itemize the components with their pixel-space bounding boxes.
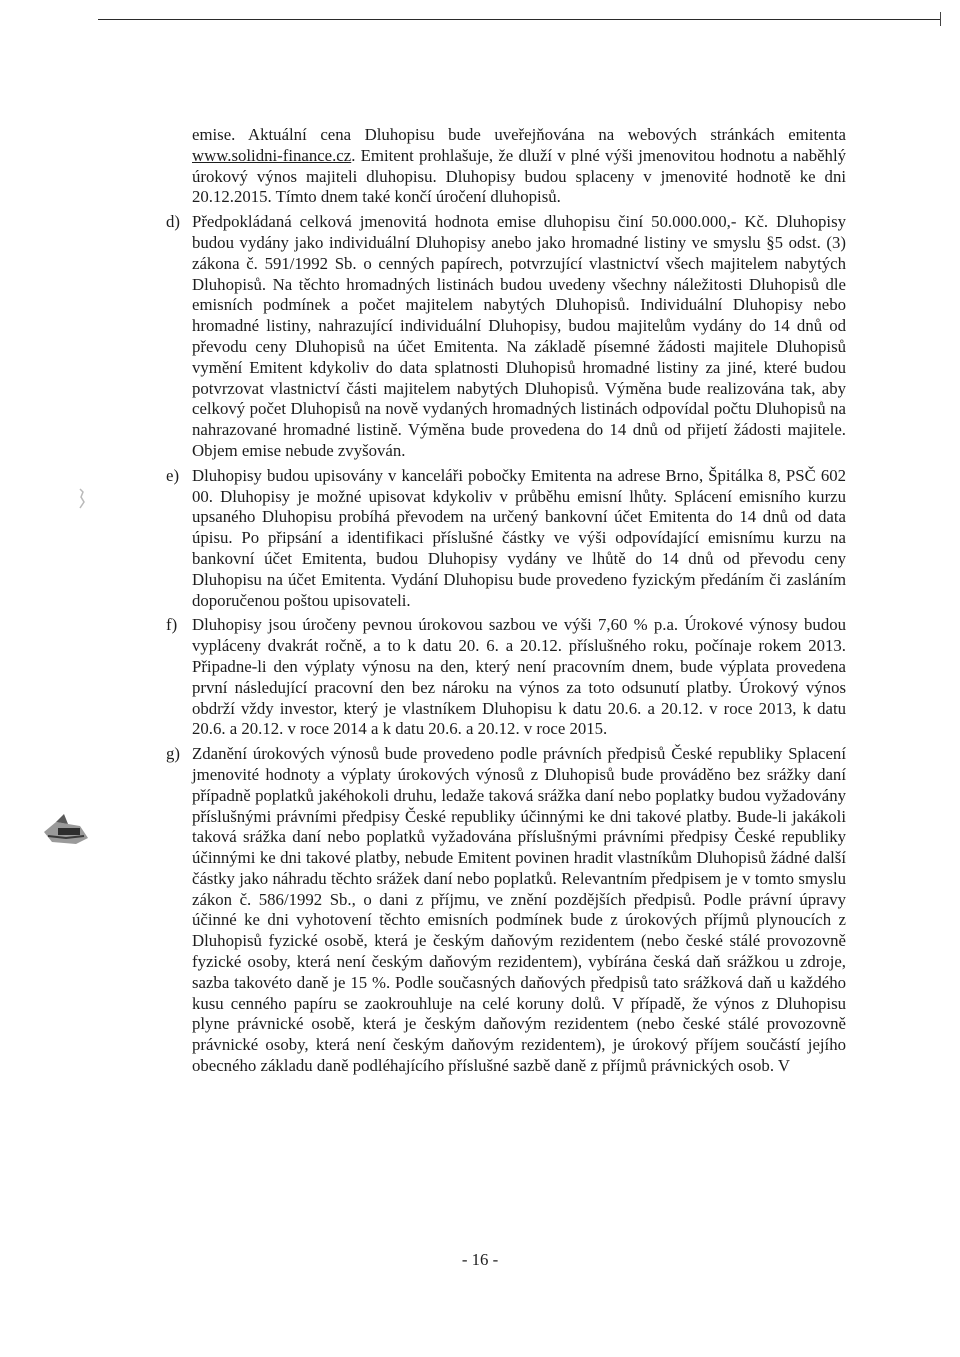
list-item-text: Dluhopisy budou upisovány v kanceláři pobočky Emitenta na adrese Brno, Špitálka 8, PSČ 602 00. Dluhopisy je možné upisovat kdykoliv v průběhu emisní lhůty. Splácení emisního kurzu upsaného Dluhopisu probíhá převodem na určený bankovní účet Emitenta do 14 dnů od data úpisu. Po připsání a identifikaci příslušné částky ve výši odpovídající emisnímu kurzu na bankovní účet Emitenta, budou Dluhopisy vydány ve lhůtě do 14 dnů od převodu ceny Dluhopisu na účet Emitenta. Vydání Dluhopisu bude provedeno fyzickým předáním či zasláním doporučenou poštou upisovateli. bbox=[192, 465, 846, 610]
list-item-text: Dluhopisy jsou úročeny pevnou úrokovou sazbou ve výši 7,60 % p.a. Úrokové výnosy budou vypláceny dvakrát ročně, a to k datu 20. 6. a 20.12. příslušného roku, počínaje rokem 2013. Připadne-li den výplaty výnosu na den, který není pracovním dnem, bude výplata provedena první následující pracovní den bez nároku na výnos za toto odsunutí platby. Úrokový výnos obdrží vždy investor, který je vlastníkem Dluhopisu k datu 20.6. a 20.12. v roce 2013, k datu 20.6. a 20.12. v roce 2014 a k datu 20.6. a 20.12. v roce 2015. bbox=[192, 615, 846, 739]
list-item-g bbox=[130, 744, 846, 1077]
punch-hole-mark bbox=[78, 488, 86, 510]
website-link[interactable]: www.solidni-finance.cz bbox=[192, 145, 352, 165]
list-marker: g) bbox=[166, 744, 180, 764]
intro-text-end: . Emitent prohlašuje, že dluží v plné výši jmenovitou hodnotu a naběhlý úrokový výnos majiteli dluhopisu. Dluhopisy budou splaceny v jmenovité hodnotě ke dni 20.12.2015. Tímto dnem také končí úročení dluhopisů. bbox=[192, 145, 846, 207]
header-rule bbox=[98, 19, 940, 20]
header-rule-tick bbox=[940, 12, 941, 26]
list-marker: d) bbox=[166, 212, 180, 232]
list-item-text: Zdanění úrokových výnosů bude provedeno podle právních předpisů České republiky Splacení jmenovité hodnoty a výplaty úrokových výnosů z Dluhopisů bude prováděno bez srážky daní případně poplatků jakéhokoli druhu, ledaže taková srážka daní nebo poplatky budou vyžadovány příslušnými právními předpisy České republiky účinnými ke dni takové platby. Bude-li jakákoli taková srážka daní nebo poplatků vyžadována příslušnými právními předpisy České republiky účinnými ke dni takové platby, nebude Emitent povinen hradit vlastníkům Dluhopisů žádné další částky jako náhradu těchto srážek daní nebo poplatků. Relevantním předpisem je v tomto smyslu zákon č. 586/1992 Sb., o dani z příjmu, ve znění pozdějších předpisů. Podle právní úpravy účinné ke dni vyhotovení těchto emisních podmínek bude z úrokových příjmů plynoucích z Dluhopisů fyzické osobě, která je českým daňovým rezidentem (nebo české stálé provozovně fyzické osoby, která není českým daňovým rezidentem), vybírána česká daň srážkou u zdroje, sazba takovéto daně je 15 %. Podle současných daňových předpisů tato srážková daň u každého kusu cenného papíru se zaokrouhluje na celé koruny dolů. V případě, že výnos z Dluhopisu plyne právnické osobě, která je českým daňovým rezidentem (nebo české stálé provozovně právnické osoby, která není českým daňovým rezidentem), je úrokový příjem součástí jejího obecného základu daně podléhajícího příslušné sazbě daně z příjmů právnických osob. V bbox=[192, 744, 846, 1076]
list-item-d bbox=[130, 212, 846, 462]
list-item-f bbox=[130, 615, 846, 740]
intro-text-start: emise. Aktuální cena Dluhopisu bude uveřejňována na webových stránkách emitenta bbox=[192, 125, 846, 144]
list-marker: f) bbox=[166, 615, 178, 635]
intro-paragraph bbox=[130, 125, 846, 208]
document-body bbox=[130, 125, 846, 1077]
binder-clip-mark bbox=[36, 800, 96, 860]
list-marker: e) bbox=[166, 465, 180, 485]
list-item-e bbox=[130, 466, 846, 612]
page-number: - 16 - bbox=[461, 1250, 499, 1269]
list-item-text: Předpokládaná celková jmenovitá hodnota emise dluhopisu činí 50.000.000,- Kč. Dluhopisy budou vydány jako individuální Dluhopisy anebo jako hromadné listiny ve smyslu §5 odst. (3) zákona č. 591/1992 Sb. o cenných papírech, potvrzující vlastnictví všech majitelem nabytých Dluhopisů. Na těchto hromadných listinách budou uvedeny všechny náležitosti Dluhopisů dle emisních podmínek a počet majitelem nabytých Dluhopisů. Individuální Dluhopisy nebo hromadné listiny, nahrazující individuální Dluhopisy, budou majitelům vydány do 14 dnů od převodu ceny Dluhopisů na účet Emitenta. Na základě písemné žádosti majitele Dluhopisů vymění Emitent kdykoliv do data splatnosti Dluhopisů hromadné listiny za jiné, které budou potvrzovat vlastnictví části majitelem nabytých Dluhopisů. Výměna bude realizována tak, aby celkový počet Dluhopisů na nově vydaných hromadných listinách odpovídal počtu Dluhopisů na nahrazované hromadné listině. Výměna bude provedena do 14 dnů od přijetí žádosti majitele. Objem emise nebude zvyšován. bbox=[192, 212, 846, 460]
